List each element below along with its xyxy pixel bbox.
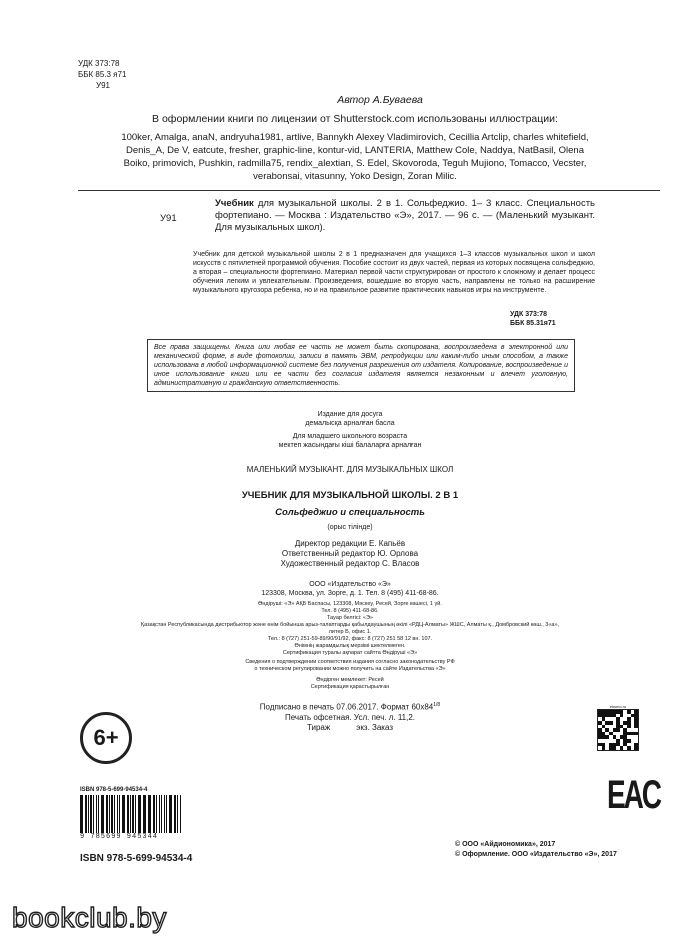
catalog-entry [215, 198, 595, 234]
kz-importer: Қазақстан Республикасында дистрибьютор және өнім бойынша арыз-талаптарды қабылдаушының өкілі «РДЦ-Алматы» ЖШС, Алматы қ., Домбровский көш., 3«а», литер Б, офис 1. [140, 622, 560, 635]
offset-line: Печать офсетная. Усл. печ. л. 11,2. [284, 712, 416, 722]
kz-maker: Өндіруші: «Э» АҚБ Баспасы, 123308, Мәскеу, Ресей, Зорге көшесі, 1 үй. [258, 601, 442, 607]
ru-cert-1: Сведения о подтверждении соответствия издания согласно законодательству РФ [245, 659, 455, 665]
catalog-codes [510, 310, 596, 328]
isbn-large: ISBN 978-5-699-94534-4 [80, 853, 193, 864]
leisure-kz: демалысқа арналған басла [305, 420, 395, 427]
art-editor: Художественный редактор С. Власов [280, 559, 420, 568]
ru-cert-2: о техническом регулировании можно получить на сайте Издательства «Э» [254, 666, 446, 672]
staff-list [150, 539, 550, 569]
kz-phone: Тел.: 8 (727) 251-59-89/90/91/92, факс: 8 (727) 251 58 12 вн. 107. [267, 636, 433, 642]
catalog-lead: Учебник [215, 198, 254, 209]
copyright-1: © ООО «Айдиономика», 2017 [455, 841, 556, 848]
age-rating-badge: 6+ [80, 712, 132, 764]
signed-line: Подписано в печать 07.06.2017. Формат $60x84^{1/8}$ [259, 702, 441, 712]
catalog-code: У91 [160, 213, 177, 224]
header-codes [78, 58, 126, 91]
kz-validity: Өнімнің жарамдылық мерзімі шектелмеген. [294, 643, 406, 649]
age-kz: мектеп жасындағы кіші балаларға арналған [278, 442, 422, 449]
language-note: (орыс тілінде) [327, 524, 373, 531]
no-cert: Сертификация қарастырылған [310, 684, 390, 690]
edition-info [200, 410, 500, 450]
kz-tel: Тел. 8 (495) 411-68-86. [321, 608, 379, 614]
catalog-annotation: Учебник для детской музыкальной школы 2 в 1 предназначен для учащихся 1–3 классов музыкальных школ и школ искусств с пятилетней программой обучения. Пособие состоит из двух частей, первая из которых посвящена сольфеджио, а вторая – специальности фортепиано. Материал первой части структурирован от простого к сложному и делает процесс обучения легким и увлекательным. Произведения, вошедшие во вторую часть, направлены не только на расширение музыкального кругозора ребенка, но и на правильное развитие практических навыков игры на инструменте. [193, 251, 595, 294]
catalog-text: для музыкальной школы. 2 в 1. Сольфеджио. 1– 3 класс. Специальность фортепиано. — Москва : Издательство «Э», 2017. — 96 с. — (Маленький музыкант. Для музыкальных школ). [215, 198, 595, 233]
qr-label: eksmo.ru [609, 704, 627, 709]
origin-country: Өндірген мемлекет: Ресей [316, 677, 384, 683]
catalog-bbk: ББК 85.31я71 [510, 320, 556, 327]
format-fraction: 1/8 [433, 702, 441, 708]
publisher-kz-info [140, 601, 560, 691]
copyright-notice: Все права защищены. Книга или любая ее часть не может быть скопирована, воспроизведена в электронной или механической форме, в виде фотокопии, записи в память ЭВМ, репродукции или каким-либо иным способом, а также использована в любой информационной системе без получения разрешения от издателя. Копирование, воспроизведение и иное использование книги или ее части без согласия издателя является незаконным и влечет уголовную, административную и гражданскую ответственность. [147, 339, 575, 392]
editor: Ответственный редактор Ю. Орлова [281, 549, 419, 558]
udk-code: УДК 373:78 [78, 59, 120, 68]
kz-tauar: Тауар белгісі: «Э» [327, 615, 373, 621]
qr-code-icon [597, 709, 639, 751]
barcode-icon [80, 795, 180, 833]
kz-cert: Сертификация туралы ақпарат сайтта Өндіруші «Э» [282, 650, 418, 656]
divider-top [78, 190, 660, 191]
footer-watermark [0, 898, 700, 944]
director: Директор редакции Е. Капьёв [294, 539, 406, 548]
illustration-credits: 100ker, Amalga, anaN, andryuha1981, artlive, Bannykh Alexey Vladimirovich, Cecillia Artclip, charles whitefield, Denis_A, De V, eatcute, fresher, graphic-line, kontur-vid, LANTERIA, Matthew Cole, Naddya, NatBasil, Olena Boiko, primovich, Pushkin, radmilla75, rendix_alextian, S. Edel, Skovoroda, Teguh Mujiono, Tomacco, Vecster, verabonsai, vitasunny, Yoko Design, Zoran Milic. [121, 132, 589, 182]
bbk-code: ББК 85.3 я71 [78, 70, 127, 79]
publisher-info [150, 580, 550, 598]
watermark-text: bookclub.by [12, 902, 167, 933]
copyright-2: © Оформление. ООО «Издательство «Э», 2017 [455, 851, 617, 858]
publisher-address: 123308, Москва, ул. Зорге, д. 1. Тел. 8 (495) 411-68-86. [261, 590, 439, 597]
tirazh-line: Тираж экз. Заказ [306, 722, 394, 732]
isbn-small: ISBN 978-5-699-94534-4 [80, 787, 148, 793]
age-ru: Для младшего школьного возраста [292, 433, 408, 440]
eac-mark: EAC [607, 773, 660, 817]
series-line: МАЛЕНЬКИЙ МУЗЫКАНТ. ДЛЯ МУЗЫКАЛЬНЫХ ШКОЛ [246, 465, 454, 474]
book-code: У91 [96, 81, 110, 90]
qr-block [597, 704, 639, 751]
leisure-ru: Издание для досуга [317, 411, 383, 418]
copyrights [455, 840, 617, 860]
catalog-udk: УДК 373:78 [510, 311, 547, 318]
book-subtitle: Сольфеджио и специальность [275, 507, 425, 518]
author-line: Автор А.Бувaeва [337, 94, 423, 106]
print-info [200, 700, 500, 733]
barcode-digits: 9 785699 945344 [80, 833, 159, 841]
publisher-name: ООО «Издательство «Э» [309, 581, 391, 588]
barcode-block [80, 787, 180, 841]
illustrations-intro: В оформлении книги по лицензии от Shutterstock.com использованы иллюстрации: [152, 113, 558, 125]
book-title: УЧЕБНИК ДЛЯ МУЗЫКАЛЬНОЙ ШКОЛЫ. 2 В 1 [241, 490, 459, 501]
